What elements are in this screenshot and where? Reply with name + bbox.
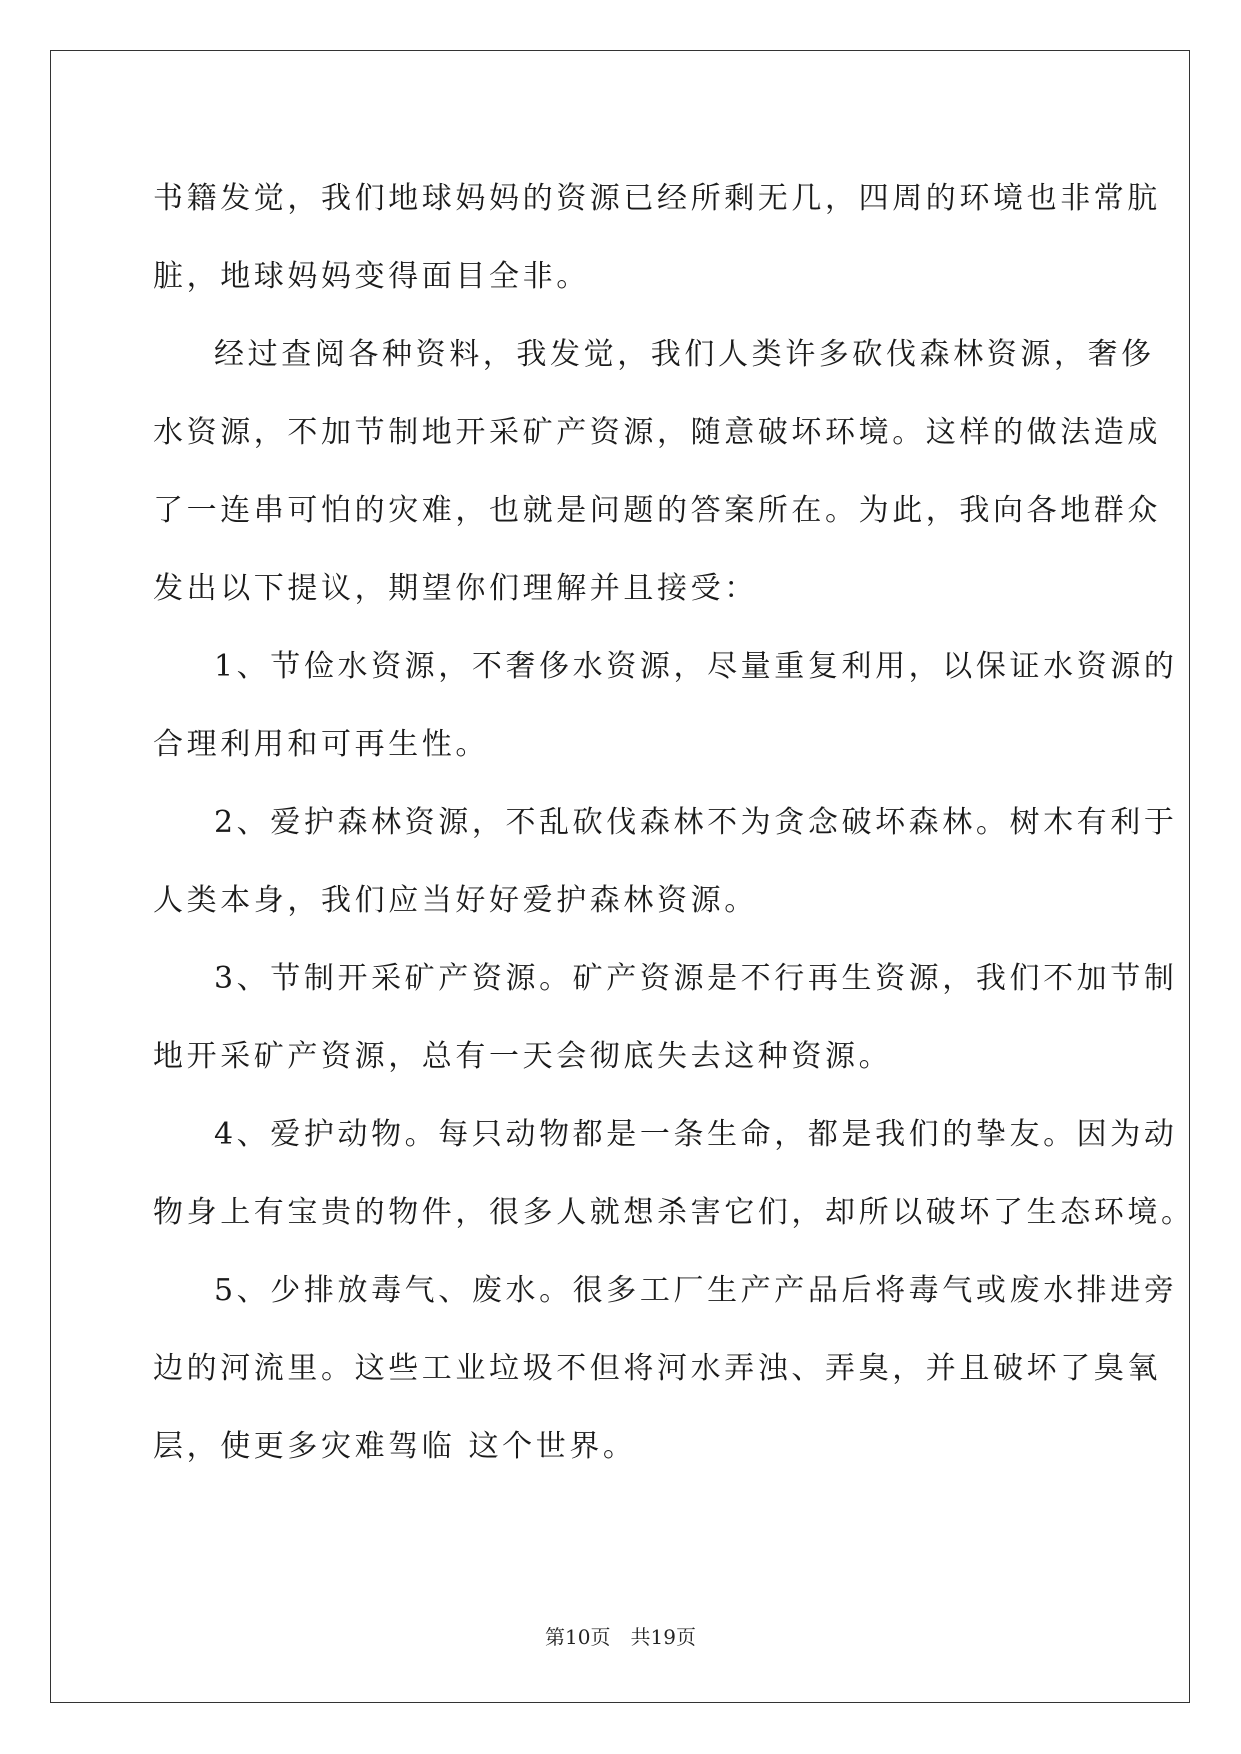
text-line: 地开采矿产资源，总有一天会彻底失去这种资源。 — [153, 1039, 893, 1074]
text-line: 物身上有宝贵的物件，很多人就想杀害它们，却所以破坏了生态环境。 — [153, 1195, 1195, 1230]
list-item-1-line: 1、节俭水资源，不奢侈水资源，尽量重复利用，以保证水资源的 — [214, 649, 1178, 684]
text-line: 人类本身，我们应当好好爱护森林资源。 — [153, 883, 758, 918]
list-item-4-line: 4、爱护动物。每只动物都是一条生命，都是我们的挚友。因为动 — [214, 1117, 1178, 1152]
text-line: 发出以下提议，期望你们理解并且接受： — [153, 571, 758, 606]
page-number-footer: 第10页 共19页 — [545, 1625, 696, 1649]
list-item-2-line: 2、爱护森林资源，不乱砍伐森林不为贪念破坏森林。树木有利于 — [214, 805, 1178, 840]
text-line: 水资源，不加节制地开采矿产资源，随意破坏环境。这样的做法造成 — [153, 415, 1161, 450]
text-line: 层，使更多灾难驾临 这个世界。 — [153, 1429, 637, 1464]
paragraph-start-line: 经过查阅各种资料，我发觉，我们人类许多砍伐森林资源，奢侈 — [214, 337, 1155, 372]
text-line: 书籍发觉，我们地球妈妈的资源已经所剩无几，四周的环境也非常肮 — [153, 181, 1161, 216]
text-line: 合理利用和可再生性。 — [153, 727, 489, 762]
text-line: 边的河流里。这些工业垃圾不但将河水弄浊、弄臭，并且破坏了臭氧 — [153, 1351, 1161, 1386]
list-item-5-line: 5、少排放毒气、废水。很多工厂生产产品后将毒气或废水排进旁 — [214, 1273, 1178, 1308]
document-body — [153, 160, 1195, 1486]
text-line: 了一连串可怕的灾难，也就是问题的答案所在。为此，我向各地群众 — [153, 493, 1161, 528]
text-line: 脏，地球妈妈变得面目全非。 — [153, 259, 590, 294]
list-item-3-line: 3、节制开采矿产资源。矿产资源是不行再生资源，我们不加节制 — [214, 961, 1178, 996]
